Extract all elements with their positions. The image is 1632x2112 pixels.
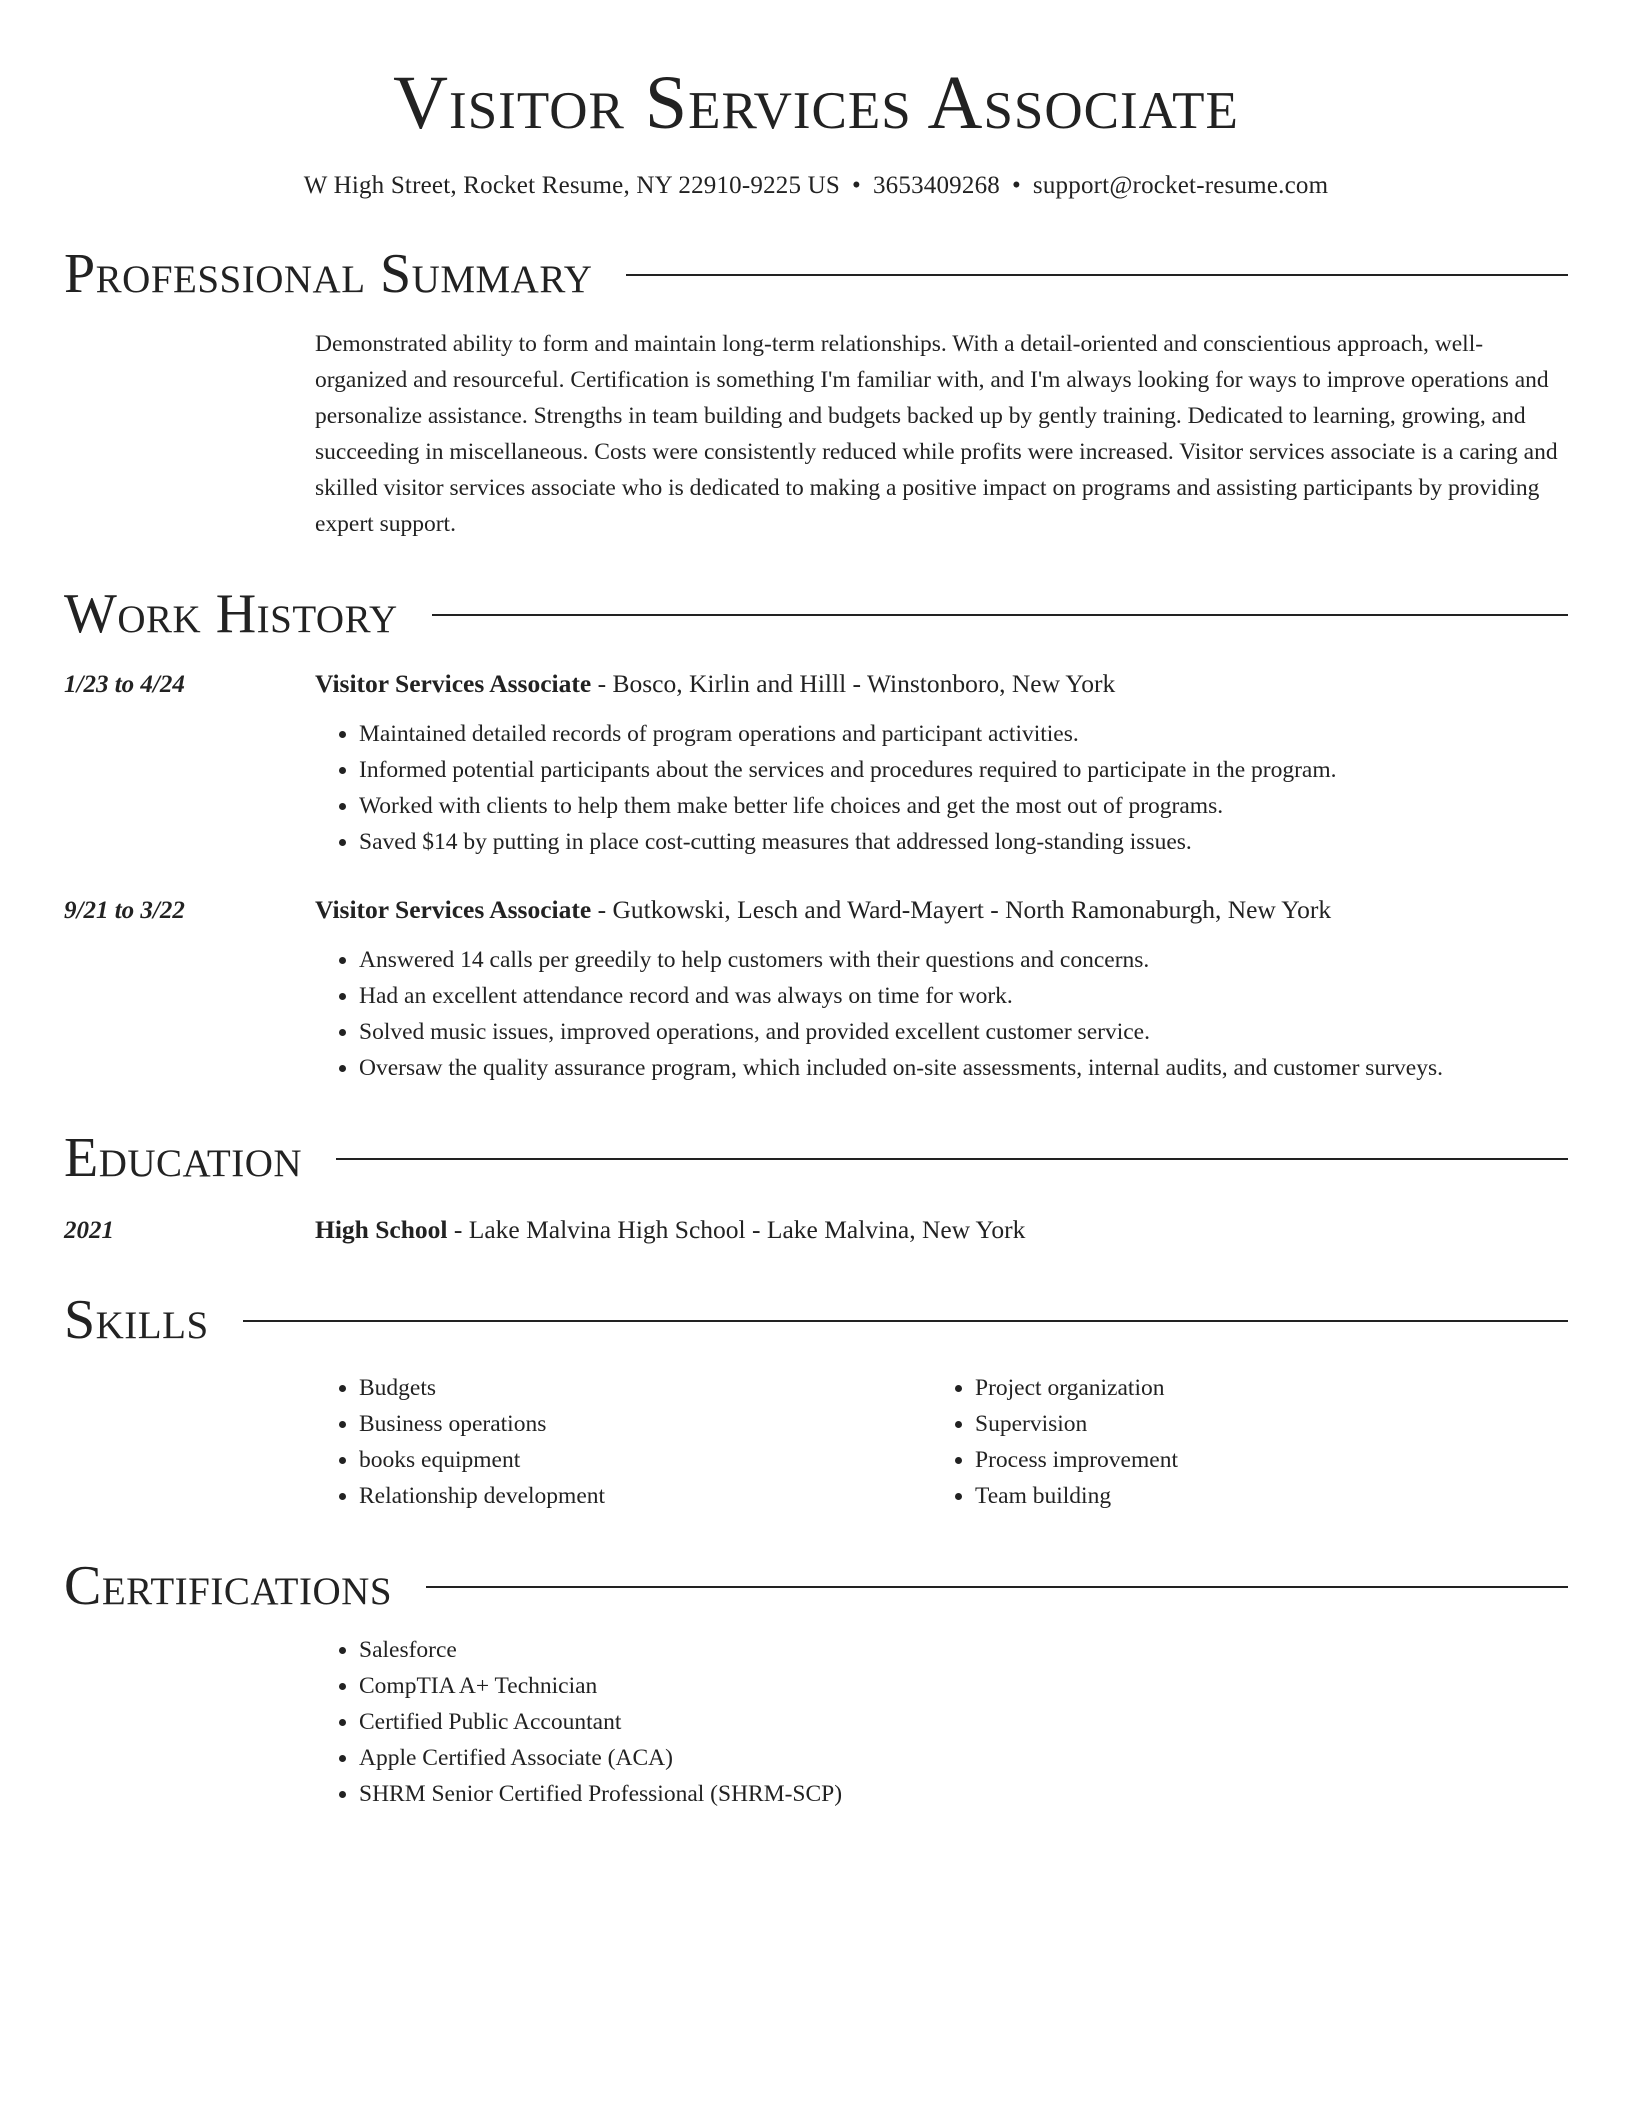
certifications-list: [315, 1632, 1568, 1812]
education-entry: [64, 1212, 1568, 1248]
job-title-line: [315, 666, 1115, 702]
contact-phone: 3653409268: [872, 172, 1000, 199]
skill-item: • books equipment: [359, 1442, 931, 1478]
job-bullet: • Answered 14 calls per greedily to help customers with their questions and concerns.: [359, 942, 1568, 978]
section-divider: [426, 1586, 1568, 1588]
job-bullet: • Oversaw the quality assurance program, which included on-site assessments, internal audits, and customer surveys.: [359, 1050, 1568, 1086]
contact-line: [64, 170, 1568, 202]
skill-item: • Budgets: [359, 1370, 931, 1406]
skill-item: • Supervision: [975, 1406, 1547, 1442]
skill-item: • Relationship development: [359, 1478, 931, 1514]
skill-item: • Process improvement: [975, 1442, 1547, 1478]
certification-item: • Certified Public Accountant: [359, 1704, 1568, 1740]
contact-email: support@rocket-resume.com: [1032, 172, 1329, 199]
section-header-certifications: [64, 1554, 1568, 1618]
skills-list-left: [315, 1370, 931, 1514]
section-title-education: Education: [64, 1127, 303, 1189]
section-header-summary: [64, 242, 1568, 306]
job-bullets: [315, 716, 1568, 860]
skill-item: • Business operations: [359, 1406, 931, 1442]
job-dates: 9/21 to 3/22: [64, 897, 185, 924]
certification-item: • Salesforce: [359, 1632, 1568, 1668]
job-bullet: • Maintained detailed records of program operations and participant activities.: [359, 716, 1568, 752]
job-bullet: • Worked with clients to help them make better life choices and get the most out of programs.: [359, 788, 1568, 824]
certification-item: • CompTIA A+ Technician: [359, 1668, 1568, 1704]
section-divider: [336, 1158, 1568, 1160]
job-entry: [64, 666, 1568, 860]
section-header-skills: [64, 1288, 1568, 1352]
contact-separator: •: [1011, 172, 1021, 199]
contact-address: W High Street, Rocket Resume, NY 22910-9225 US: [303, 172, 841, 199]
skill-item: • Team building: [975, 1478, 1547, 1514]
education-school: - Lake Malvina High School - Lake Malvina, New York: [447, 1215, 1026, 1244]
section-title-certifications: Certifications: [64, 1555, 393, 1617]
job-entry: [64, 892, 1568, 1086]
skill-item: • Project organization: [975, 1370, 1547, 1406]
section-title-skills: Skills: [64, 1289, 209, 1351]
job-bullet: • Had an excellent attendance record and was always on time for work.: [359, 978, 1568, 1014]
job-title: Visitor Services Associate: [315, 669, 592, 698]
job-bullet: • Informed potential participants about the services and procedures required to participate in the program.: [359, 752, 1568, 788]
job-title-line: [315, 892, 1331, 928]
contact-separator: •: [852, 172, 861, 199]
section-divider: [626, 274, 1568, 276]
education-degree: High School: [315, 1215, 448, 1244]
section-title-work: Work History: [64, 583, 398, 645]
section-header-work: [64, 582, 1568, 646]
job-bullets: [315, 942, 1568, 1086]
education-year: 2021: [64, 1217, 114, 1244]
summary-text: Demonstrated ability to form and maintain long-term relationships. With a detail-oriented and conscientious approach, well-organized and resourceful. Certification is something I'm familiar with, and I'm always looking for ways to improve operations and personalize assistance. Strengths in team building and budgets backed up by gently training. Dedicated to learning, growing, and succeeding in miscellaneous. Costs were consistently reduced while profits were increased. Visitor services associate is a caring and skilled visitor services associate who is dedicated to making a positive impact on programs and assisting participants by providing expert support.: [315, 331, 1558, 537]
section-title-summary: Professional Summary: [64, 243, 593, 305]
section-divider: [432, 614, 1568, 616]
job-title: Visitor Services Associate: [315, 895, 592, 924]
education-line: [315, 1212, 1025, 1248]
job-header: [64, 892, 1568, 928]
job-employer: - Bosco, Kirlin and Hilll - Winstonboro, New York: [591, 669, 1116, 698]
job-employer: - Gutkowski, Lesch and Ward-Mayert - North Ramonaburgh, New York: [591, 895, 1332, 924]
skills-columns: [315, 1370, 1568, 1514]
job-bullet: • Solved music issues, improved operations, and provided excellent customer service.: [359, 1014, 1568, 1050]
job-header: [64, 666, 1568, 702]
job-bullet: • Saved $14 by putting in place cost-cutting measures that addressed long-standing issues.: [359, 824, 1568, 860]
section-header-education: [64, 1126, 1568, 1190]
resume-name: Visitor Services Associate: [393, 61, 1239, 145]
section-divider: [243, 1320, 1568, 1322]
certification-item: • Apple Certified Associate (ACA): [359, 1740, 1568, 1776]
job-dates: 1/23 to 4/24: [64, 671, 185, 698]
certification-item: • SHRM Senior Certified Professional (SHRM-SCP): [359, 1776, 1568, 1812]
resume-page: [64, 0, 1568, 1812]
skills-list-right: [931, 1370, 1547, 1514]
